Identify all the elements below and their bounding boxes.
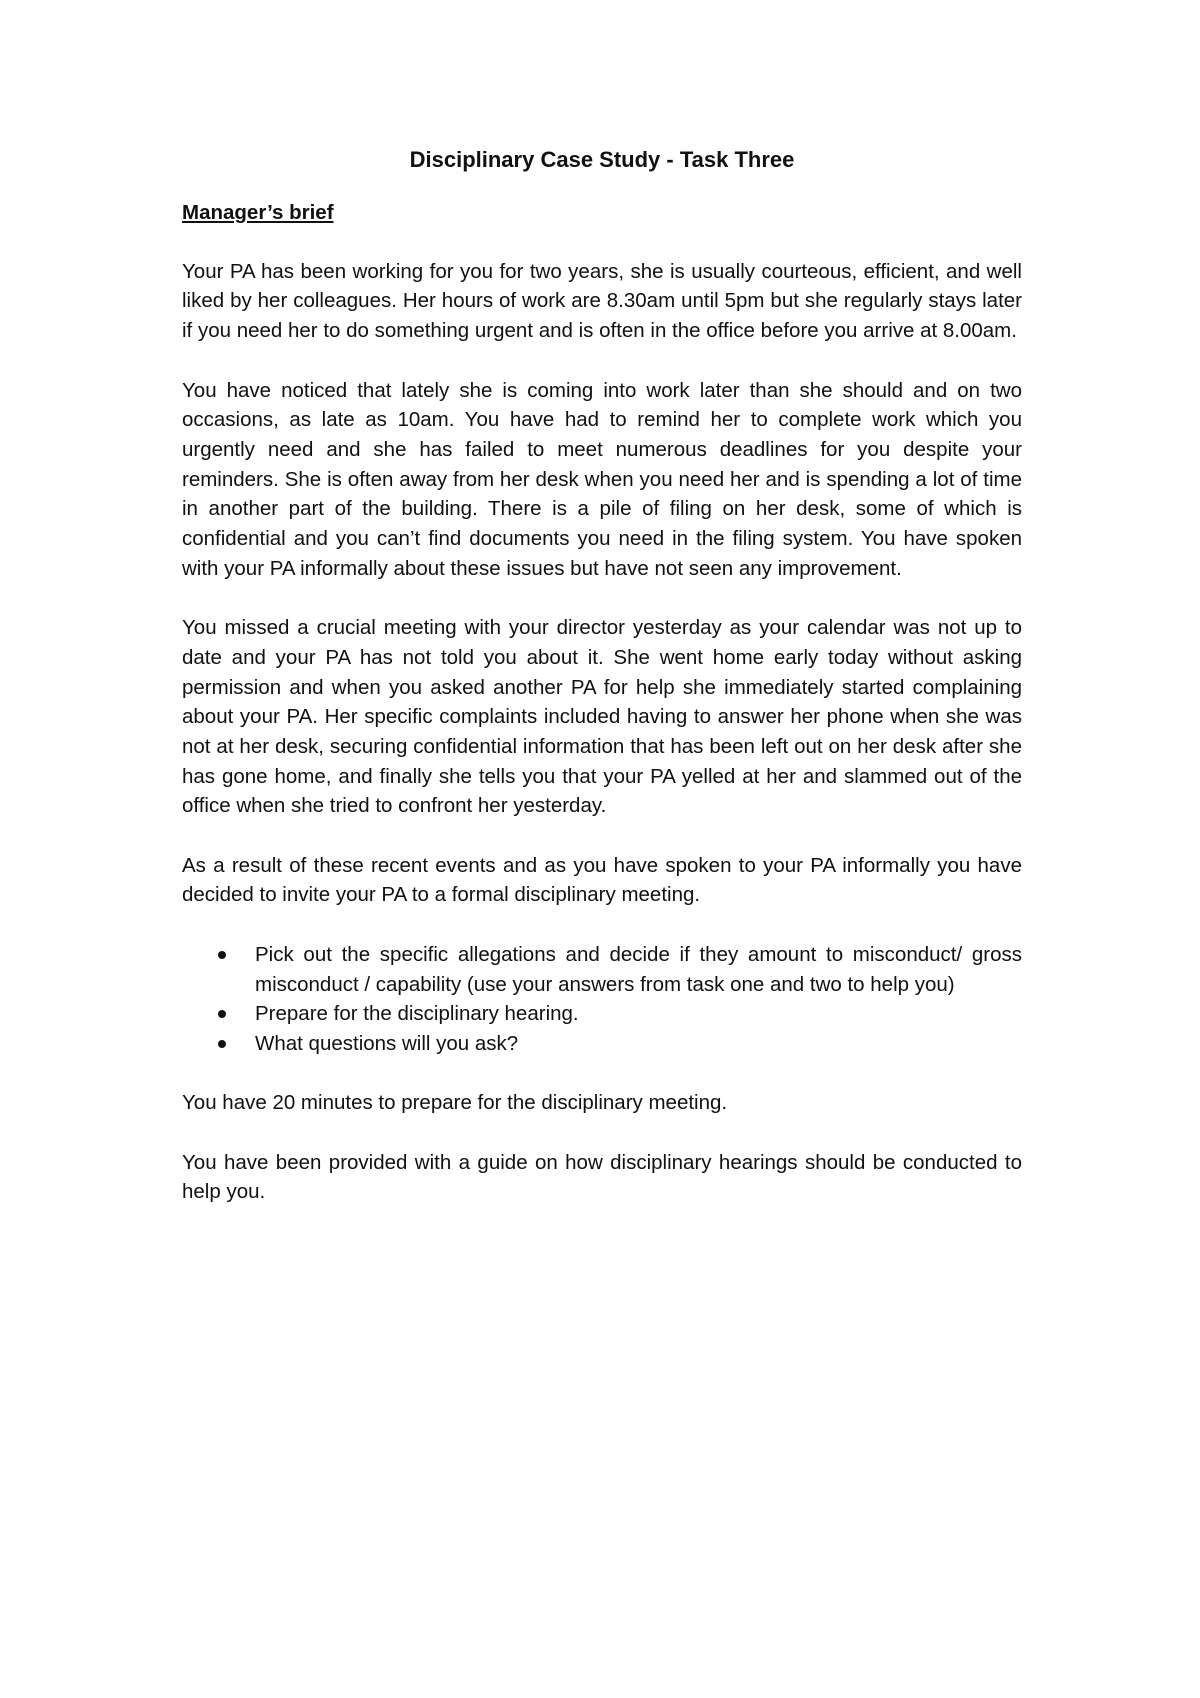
paragraph-time-limit: You have 20 minutes to prepare for the disciplinary meeting. <box>182 1091 728 1115</box>
paragraph-decision: As a result of these recent events and as you have spoken to your PA informally you have decided to invite your PA to a formal disciplinary meeting. <box>182 853 1022 907</box>
paragraph-recent-issues: You have noticed that lately she is coming into work later than she should and on two occasions, as late as 10am. You have had to remind her to complete work which you urgently need and she has failed to meet numerous deadlines for you despite your reminders. She is often away from her desk when you need her and is spending a lot of time in another part of the building. There is a pile of filing on her desk, some of which is confidential and you can’t find documents you need in the filing system. You have spoken with your PA informally about these issues but have not seen any improvement. <box>182 378 1022 580</box>
list-item-text: Pick out the specific allegations and decide if they amount to misconduct/ gross misconduct / capability (use your answers from task one and two to help you) <box>255 942 1022 996</box>
document-body <box>182 145 1022 1237</box>
paragraph-pa-background: Your PA has been working for you for two years, she is usually courteous, efficient, and well liked by her colleagues. Her hours of work are 8.30am until 5pm but she regularly stays later if you need her to do something urgent and is often in the office before you arrive at 8.00am. <box>182 259 1022 343</box>
list-item-text: Prepare for the disciplinary hearing. <box>255 1002 579 1026</box>
bullet-icon <box>218 1010 226 1018</box>
list-item <box>182 940 1022 999</box>
bullet-icon <box>218 951 226 959</box>
list-item-text: What questions will you ask? <box>255 1031 519 1055</box>
list-item <box>182 999 1022 1029</box>
paragraph-guide: You have been provided with a guide on how disciplinary hearings should be conducted to help you. <box>182 1150 1022 1204</box>
task-bullet-list <box>182 940 1022 1059</box>
section-subheading: Manager’s brief <box>182 201 334 224</box>
bullet-icon <box>218 1040 226 1048</box>
document-title: Disciplinary Case Study - Task Three <box>409 147 795 172</box>
list-item <box>182 1029 1022 1059</box>
paragraph-missed-meeting: You missed a crucial meeting with your director yesterday as your calendar was not up to date and your PA has not told you about it. She went home early today without asking permission and when you asked another PA for help she immediately started complaining about your PA. Her specific complaints included having to answer her phone when she was not at her desk, securing confidential information that has been left out on her desk after she has gone home, and finally she tells you that your PA yelled at her and slammed out of the office when she tried to confront her yesterday. <box>182 616 1022 818</box>
